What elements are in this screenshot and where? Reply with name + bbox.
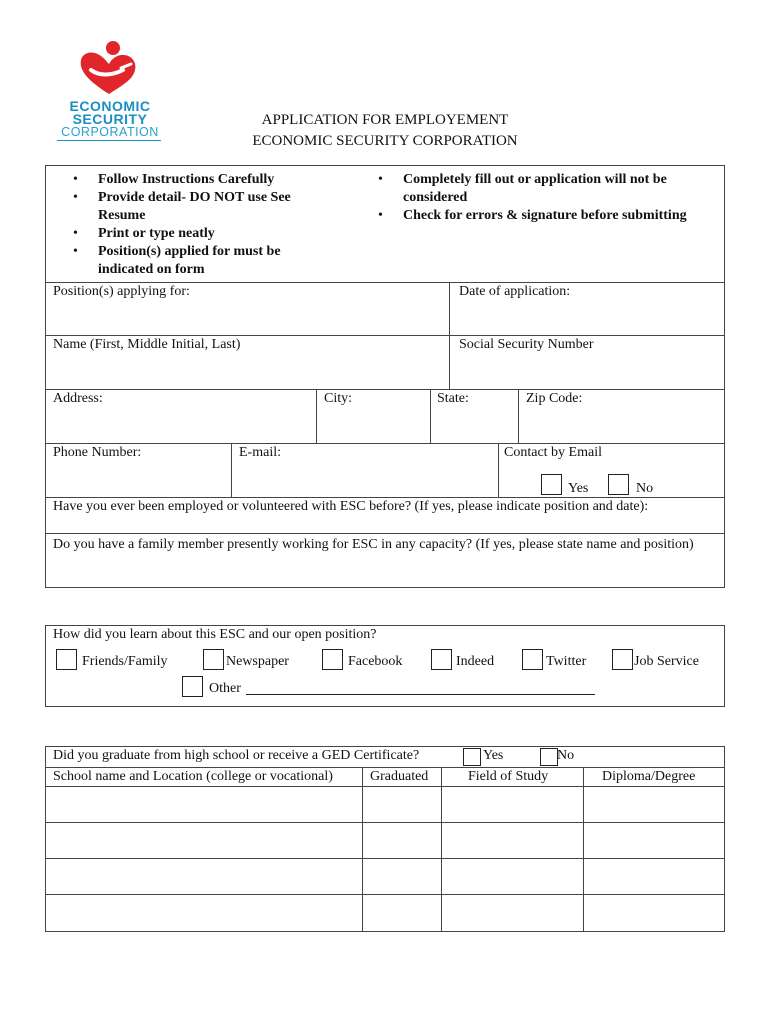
contact-by-email-label: Contact by Email — [504, 445, 602, 460]
logo-word-economic: ECONOMIC — [69, 98, 151, 114]
phone-label: Phone Number: — [53, 445, 142, 460]
contact-email-no-checkbox[interactable] — [608, 474, 629, 495]
address-label: Address: — [53, 391, 103, 406]
logo-word-security: SECURITY — [72, 111, 148, 127]
table-column-divider — [441, 767, 442, 932]
table-divider — [45, 894, 725, 895]
table-column-divider — [362, 767, 363, 932]
other-label: Other — [209, 681, 241, 696]
instruction-item: • Print or type neatly — [45, 225, 335, 243]
name-label: Name (First, Middle Initial, Last) — [53, 337, 241, 352]
contact-email-yes-checkbox[interactable] — [541, 474, 562, 495]
column-header-graduated: Graduated — [370, 769, 429, 784]
row-divider — [45, 533, 725, 534]
page-subtitle: ECONOMIC SECURITY CORPORATION — [252, 133, 518, 149]
esc-logo — [55, 40, 165, 150]
column-divider — [449, 282, 450, 389]
instruction-item: • Provide detail- DO NOT use See Resume — [45, 189, 335, 225]
twitter-label: Twitter — [546, 654, 587, 669]
column-divider — [316, 389, 317, 443]
instructions-left — [45, 171, 335, 279]
contact-email-no-label: No — [636, 481, 654, 496]
job-service-checkbox[interactable] — [612, 649, 633, 670]
referral-question: How did you learn about this ESC and our open position? — [53, 627, 377, 642]
newspaper-label: Newspaper — [226, 654, 289, 669]
column-divider — [231, 443, 232, 497]
instructions-right — [350, 171, 722, 225]
column-divider — [498, 443, 499, 497]
table-divider — [45, 822, 725, 823]
instruction-item: • Follow Instructions Carefully — [45, 171, 335, 189]
row-divider — [45, 282, 725, 283]
page-title: APPLICATION FOR EMPLOYEMENT — [261, 112, 509, 128]
newspaper-checkbox[interactable] — [203, 649, 224, 670]
family-member-question: Do you have a family member presently working for ESC in any capacity? (If yes, please state name and position) — [53, 537, 694, 552]
instruction-item: • Position(s) applied for must be indicated on form — [45, 243, 335, 279]
graduation-yes-checkbox[interactable] — [463, 748, 481, 766]
zip-label: Zip Code: — [526, 391, 583, 406]
heart-figure-icon — [77, 40, 141, 96]
employed-before-question: Have you ever been employed or volunteered with ESC before? (If yes, please indicate position and date): — [53, 499, 649, 514]
email-label: E-mail: — [239, 445, 281, 460]
facebook-checkbox[interactable] — [322, 649, 343, 670]
indeed-checkbox[interactable] — [431, 649, 452, 670]
column-header-school: School name and Location (college or vocational) — [53, 769, 333, 784]
date-label: Date of application: — [459, 284, 571, 299]
friends-family-checkbox[interactable] — [56, 649, 77, 670]
instruction-item: • Completely fill out or application will not be considered — [350, 171, 722, 207]
contact-email-yes-label: Yes — [568, 481, 589, 496]
row-divider — [45, 443, 725, 444]
indeed-label: Indeed — [456, 654, 495, 669]
logo-rule — [57, 140, 161, 141]
row-divider — [45, 389, 725, 390]
column-divider — [430, 389, 431, 443]
twitter-checkbox[interactable] — [522, 649, 543, 670]
table-divider — [45, 767, 725, 768]
logo-word-corporation: CORPORATION — [61, 125, 159, 139]
table-divider — [45, 786, 725, 787]
graduation-no-label: No — [557, 748, 575, 763]
graduation-question: Did you graduate from high school or receive a GED Certificate? — [53, 748, 420, 763]
job-service-label: Job Service — [634, 654, 699, 669]
facebook-label: Facebook — [348, 654, 403, 669]
instruction-item: • Check for errors & signature before submitting — [350, 207, 722, 225]
table-column-divider — [583, 767, 584, 932]
other-input-line[interactable] — [246, 694, 595, 695]
positions-label: Position(s) applying for: — [53, 284, 190, 299]
row-divider — [45, 497, 725, 498]
column-header-diploma: Diploma/Degree — [602, 769, 696, 784]
table-divider — [45, 858, 725, 859]
column-divider — [518, 389, 519, 443]
other-checkbox[interactable] — [182, 676, 203, 697]
state-label: State: — [437, 391, 469, 406]
ssn-label: Social Security Number — [459, 337, 594, 352]
graduation-yes-label: Yes — [483, 748, 504, 763]
city-label: City: — [324, 391, 353, 406]
column-header-field-of-study: Field of Study — [468, 769, 549, 784]
friends-family-label: Friends/Family — [82, 654, 168, 669]
graduation-no-checkbox[interactable] — [540, 748, 558, 766]
row-divider — [45, 335, 725, 336]
